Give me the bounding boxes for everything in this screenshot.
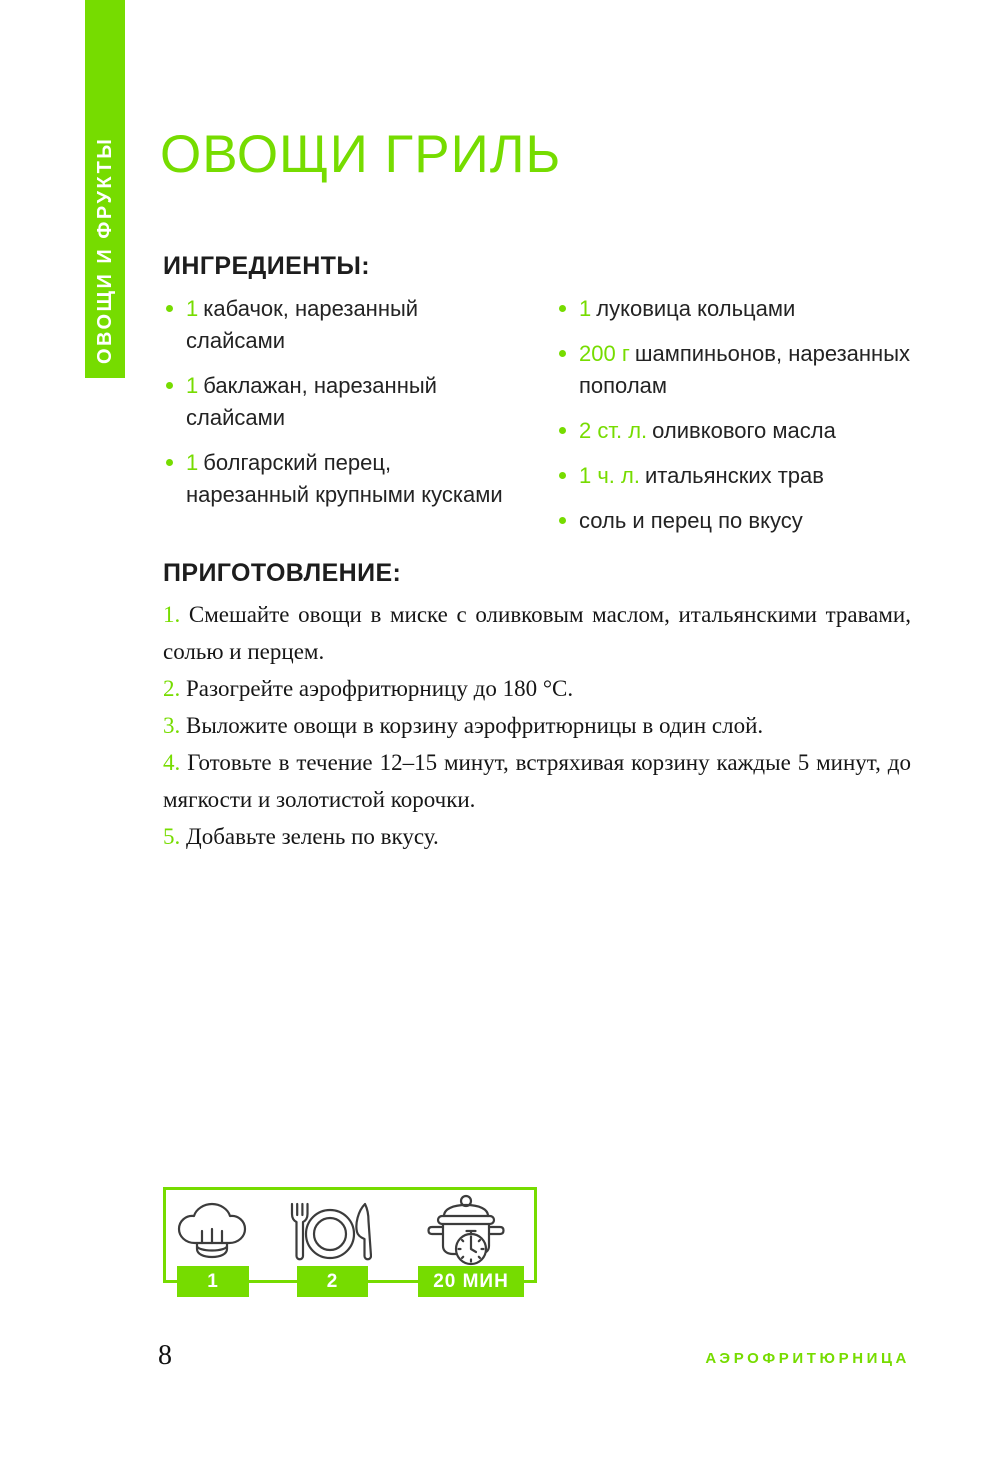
step-number: 1. (163, 602, 181, 627)
list-item (163, 370, 503, 434)
preparation-heading: ПРИГОТОВЛЕНИЕ: (163, 559, 402, 587)
ingredient-text (579, 293, 795, 325)
list-item (556, 505, 916, 537)
list-item (556, 415, 916, 447)
list-item (556, 460, 916, 492)
bullet-icon (166, 305, 173, 312)
ingredient-name: соль и перец по вкусу (579, 508, 803, 533)
step-text: Смешайте овощи в миске с оливковым маслом, итальянскими травами, солью и перцем. (163, 602, 911, 664)
step-item (163, 744, 911, 818)
step-text: Готовьте в течение 12–15 минут, встряхивая корзину каждые 5 минут, до мягкости и золотистой корочки. (163, 750, 912, 812)
step-text: Добавьте зелень по вкусу. (186, 824, 439, 849)
ingredient-name: кабачок, нарезанный слайсами (186, 296, 419, 353)
bullet-icon (559, 517, 566, 524)
ingredient-name: итальянских трав (644, 463, 824, 488)
cook-time-badge: 20 МИН (418, 1266, 524, 1297)
step-number: 5. (163, 824, 181, 849)
ingredient-quantity: 1 (186, 450, 199, 475)
ingredient-name: луковица кольцами (596, 296, 796, 321)
bullet-icon (559, 472, 566, 479)
ingredient-quantity: 200 г (579, 341, 630, 366)
ingredient-quantity: 1 (186, 296, 199, 321)
list-item (163, 293, 503, 357)
page-number: 8 (158, 1340, 172, 1371)
step-item (163, 707, 911, 744)
ingredient-quantity: 2 ст. л. (579, 418, 648, 443)
ingredient-text (186, 293, 503, 357)
chef-hat-icon (174, 1201, 250, 1263)
list-item (556, 338, 916, 402)
ingredient-text (186, 370, 503, 434)
ingredient-text (579, 415, 836, 447)
ingredient-text (579, 338, 916, 402)
step-item (163, 818, 911, 855)
ingredients-column-left (163, 293, 503, 524)
category-sidebar-tab (85, 0, 125, 378)
ingredient-name: шампиньонов, нарезанных пополам (579, 341, 911, 398)
ingredient-quantity: 1 (579, 296, 592, 321)
step-text: Разогрейте аэрофритюрницу до 180 °C. (186, 676, 574, 701)
ingredient-quantity: 1 (186, 373, 199, 398)
list-item (163, 447, 503, 511)
list-item (556, 293, 916, 325)
pot-timer-icon (414, 1194, 518, 1270)
page-title: ОВОЩИ ГРИЛЬ (160, 125, 562, 184)
plate-cutlery-icon (288, 1201, 372, 1263)
bullet-icon (166, 459, 173, 466)
portions-badge: 2 (297, 1266, 368, 1297)
servings-badge: 1 (177, 1266, 249, 1297)
ingredient-text (186, 447, 503, 511)
bullet-icon (559, 350, 566, 357)
ingredient-name: баклажан, нарезанный слайсами (186, 373, 437, 430)
ingredients-column-right (556, 293, 916, 550)
ingredients-heading: ИНГРЕДИЕНТЫ: (163, 252, 370, 280)
bullet-icon (559, 427, 566, 434)
recipe-info-box (163, 1187, 537, 1292)
step-text: Выложите овощи в корзину аэрофритюрницы в один слой. (186, 713, 764, 738)
step-item (163, 596, 911, 670)
category-label: ОВОЩИ И ФРУКТЫ (94, 136, 116, 364)
ingredient-name: болгарский перец, нарезанный крупными кусками (186, 450, 503, 507)
step-item (163, 670, 911, 707)
bullet-icon (166, 382, 173, 389)
ingredient-text (579, 505, 803, 537)
step-number: 3. (163, 713, 181, 738)
step-number: 4. (163, 750, 181, 775)
ingredient-text (579, 460, 824, 492)
footer-brand: АЭРОФРИТЮРНИЦА (705, 1350, 910, 1367)
preparation-steps (163, 596, 911, 855)
ingredient-name: оливкового масла (652, 418, 836, 443)
bullet-icon (559, 305, 566, 312)
step-number: 2. (163, 676, 181, 701)
ingredient-quantity: 1 ч. л. (579, 463, 640, 488)
